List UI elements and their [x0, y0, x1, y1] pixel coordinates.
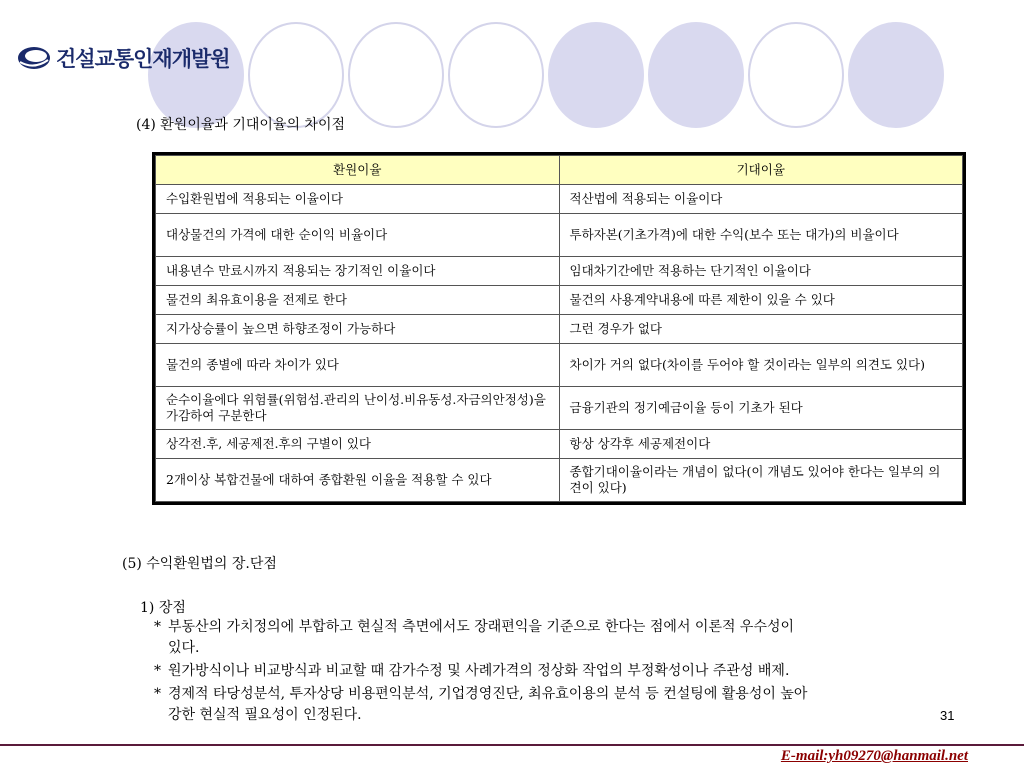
table-cell: 물건의 종별에 따라 차이가 있다: [156, 344, 560, 387]
decor-circle-4: [448, 22, 544, 128]
decor-circle-8: [848, 22, 944, 128]
logo: [16, 40, 230, 76]
decor-circle-7: [748, 22, 844, 128]
footer-divider: [0, 744, 1024, 746]
table-cell: 물건의 사용계약내용에 따른 제한이 있을 수 있다: [559, 286, 963, 315]
bullet-text: 부동산의 가치정의에 부합하고 현실적 측면에서도 장래편익을 기준으로 한다는 점에서 이론적 우수성이: [168, 619, 795, 635]
page-number: 31: [940, 708, 955, 723]
table-row: [156, 344, 963, 387]
list-item: [154, 684, 984, 726]
table-cell: 대상물건의 가격에 대한 순이익 비율이다: [156, 214, 560, 257]
table-cell: 항상 상각후 세공제전이다: [559, 430, 963, 459]
section4-heading: (4) 환원이율과 기대이율의 차이점: [136, 117, 345, 133]
logo-emblem-icon: [16, 44, 52, 72]
table-cell: 수입환원법에 적용되는 이율이다: [156, 185, 560, 214]
section5-heading: (5) 수익환원법의 장.단점: [122, 556, 277, 572]
table-cell: 지가상승률이 높으면 하향조정이 가능하다: [156, 315, 560, 344]
bullet-mark: *: [154, 686, 161, 702]
footer-email-link[interactable]: E-mail:yh09270@hanmail.net: [780, 748, 968, 764]
bullet-text: 원가방식이나 비교방식과 비교할 때 감가수정 및 사례가격의 정상화 작업의 부정확성이나 주관성 배제.: [168, 663, 790, 679]
list-item: [154, 661, 984, 682]
table-header-cell: 기대이율: [559, 156, 963, 185]
table-cell: 임대차기간에만 적용하는 단기적인 이율이다: [559, 257, 963, 286]
table-row: [156, 286, 963, 315]
table-header-cell: 환원이율: [156, 156, 560, 185]
table-cell: 차이가 거의 없다(차이를 두어야 할 것이라는 일부의 의견도 있다): [559, 344, 963, 387]
logo-text: 건설교통인재개발원: [56, 47, 230, 71]
table-row: [156, 430, 963, 459]
bullet-mark: *: [154, 619, 161, 635]
table-row: [156, 315, 963, 344]
table-cell: 금융기관의 정기예금이율 등이 기초가 된다: [559, 387, 963, 430]
list-item: [154, 617, 984, 659]
advantages-subheading: 1) 장점: [140, 600, 186, 616]
bullet-text-continued: 강한 현실적 필요성이 인정된다.: [168, 707, 362, 723]
bullet-mark: *: [154, 663, 161, 679]
table-cell: 순수이율에다 위험률(위험섬.관리의 난이성.비유동성.자금의안정성)을 가감하여 구분한다: [156, 387, 560, 430]
comparison-table: [152, 152, 966, 505]
table-cell: 투하자본(기초가격)에 대한 수익(보수 또는 대가)의 비율이다: [559, 214, 963, 257]
decor-circle-3: [348, 22, 444, 128]
table-cell: 물건의 최유효이용을 전제로 한다: [156, 286, 560, 315]
decor-circle-5: [548, 22, 644, 128]
table-row: [156, 387, 963, 430]
table-row: [156, 214, 963, 257]
table-row: [156, 459, 963, 502]
table-cell: 2개이상 복합건물에 대하여 종합환원 이율을 적용할 수 있다: [156, 459, 560, 502]
bullet-text: 경제적 타당성분석, 투자상당 비용편익분석, 기업경영진단, 최유효이용의 분석 등 컨설팅에 활용성이 높아: [168, 686, 808, 702]
bullet-text-continued: 있다.: [168, 640, 200, 656]
table-header-row: [156, 156, 963, 185]
decor-circle-2: [248, 22, 344, 128]
table-row: [156, 185, 963, 214]
table-cell: 종합기대이율이라는 개념이 없다(이 개념도 있어야 한다는 일부의 의견이 있다): [559, 459, 963, 502]
table-cell: 내용년수 만료시까지 적용되는 장기적인 이율이다: [156, 257, 560, 286]
decor-circle-6: [648, 22, 744, 128]
table-cell: 그런 경우가 없다: [559, 315, 963, 344]
table-cell: 상각전.후, 세공제전.후의 구별이 있다: [156, 430, 560, 459]
table-row: [156, 257, 963, 286]
table-cell: 적산법에 적용되는 이율이다: [559, 185, 963, 214]
